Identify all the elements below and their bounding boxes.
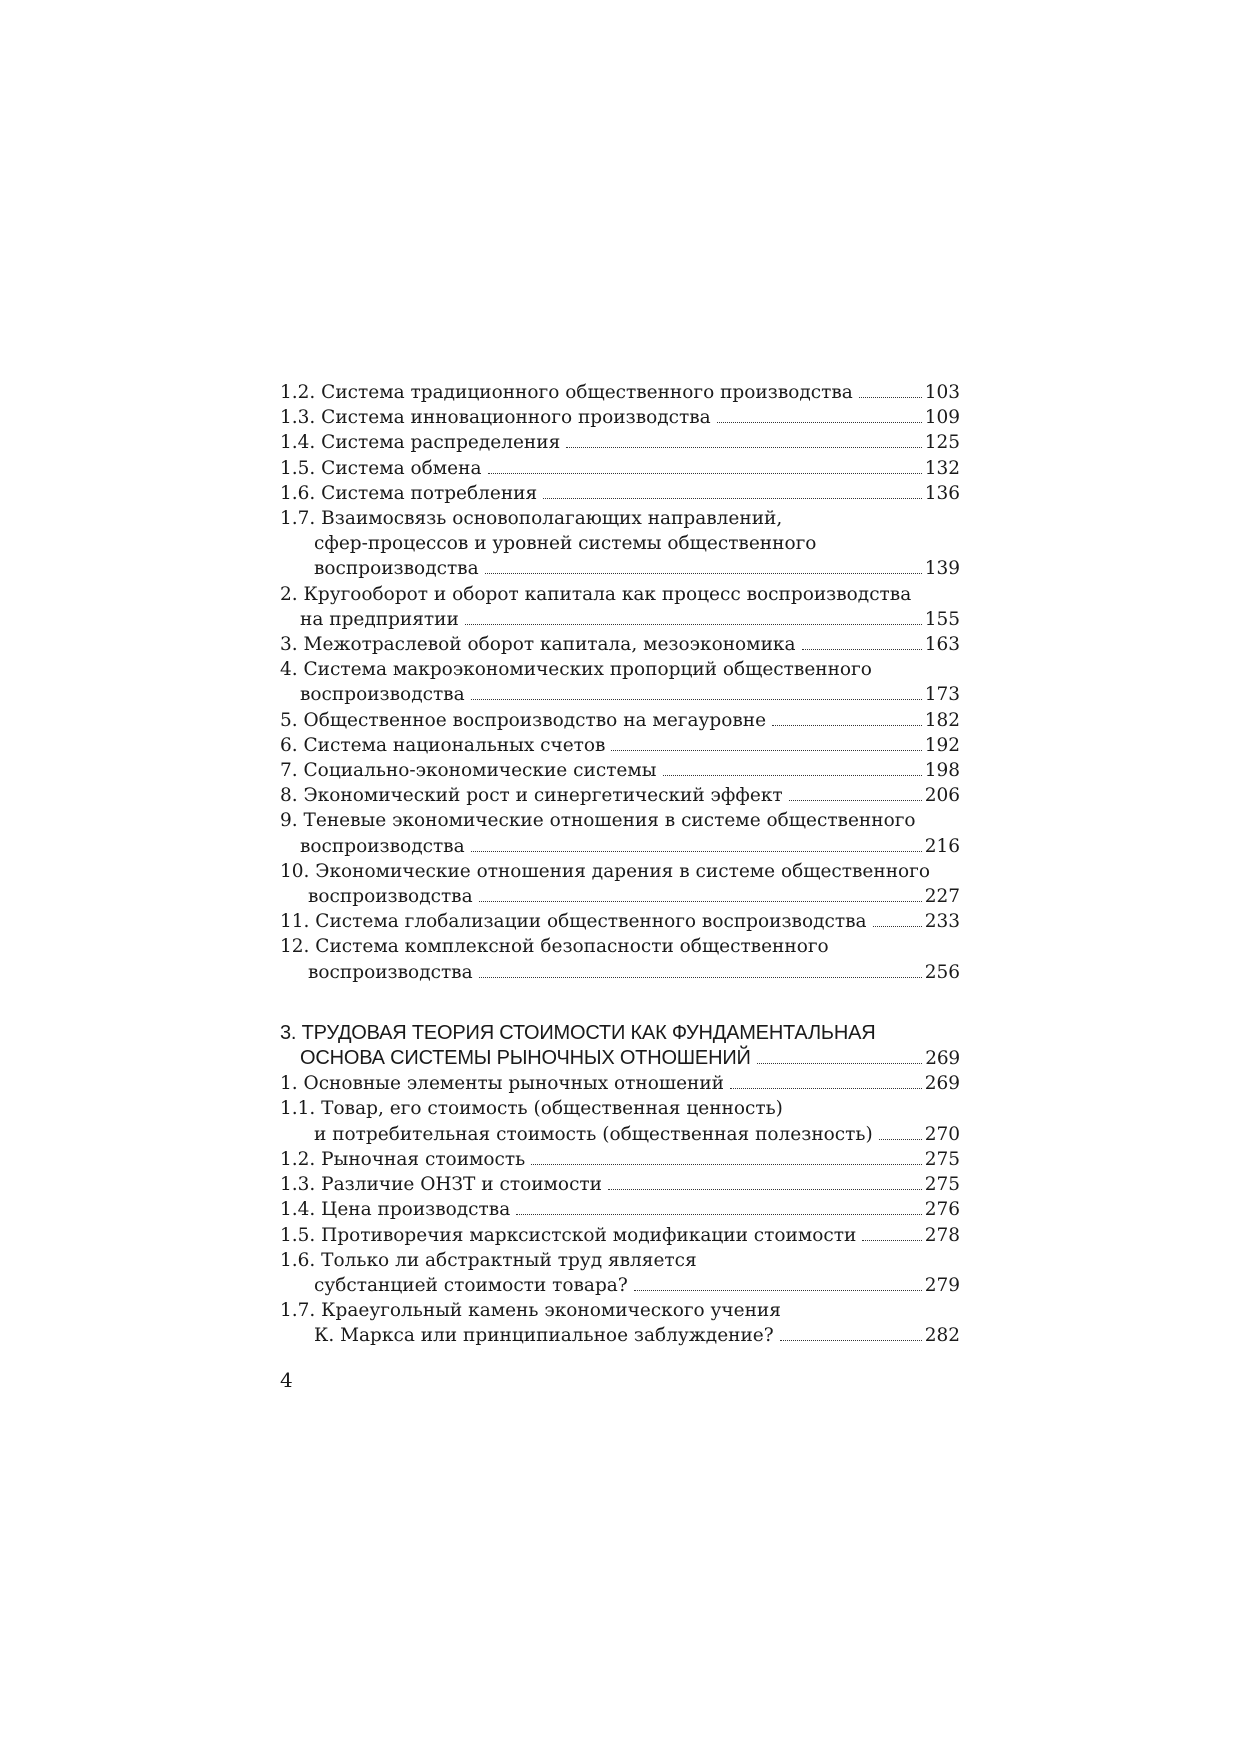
dot-leader <box>531 1164 921 1165</box>
toc-entry-title: 1. Основные элементы рыночных отношений <box>280 1073 725 1095</box>
toc-entry <box>280 430 960 455</box>
toc-entry <box>280 1021 960 1071</box>
toc-entry-title: сфер-процессов и уровней системы общественного <box>314 533 817 555</box>
toc-entry <box>280 934 960 984</box>
toc-entry <box>280 405 960 430</box>
toc-entry-title: 1.4. Цена производства <box>280 1199 511 1221</box>
toc-entry-line <box>280 1223 960 1248</box>
dot-leader <box>717 422 922 423</box>
toc-entry-line <box>280 405 960 430</box>
toc-entry-line <box>280 708 960 733</box>
toc-entry-line <box>280 1122 960 1147</box>
toc-entry-title: ОСНОВА СИСТЕМЫ РЫНОЧНЫХ ОТНОШЕНИЙ <box>300 1047 751 1070</box>
toc-entry-page: 155 <box>924 608 960 630</box>
toc-section-a <box>280 380 960 985</box>
dot-leader <box>479 977 922 978</box>
toc-entry <box>280 1223 960 1248</box>
dot-leader <box>543 498 922 499</box>
dot-leader <box>485 573 922 574</box>
dot-leader <box>757 1063 923 1064</box>
dot-leader <box>471 851 922 852</box>
toc-entry-title: 12. Система комплексной безопасности общественного <box>280 936 829 958</box>
toc-entry-title: 1.2. Рыночная стоимость <box>280 1148 526 1170</box>
dot-leader <box>488 473 922 474</box>
toc-entry-line <box>280 884 960 909</box>
toc-entry-line <box>280 808 960 833</box>
toc-entry-title: К. Маркса или принципиальное заблуждение? <box>314 1325 774 1347</box>
toc-entry-line <box>280 1248 960 1273</box>
toc-entry <box>280 708 960 733</box>
toc-entry-page: 256 <box>924 961 960 983</box>
toc-entry <box>280 733 960 758</box>
toc-entry-title: 2. Кругооборот и оборот капитала как процесс воспроизводства <box>280 583 912 605</box>
toc-entry-title: 5. Общественное воспроизводство на мегауровне <box>280 709 767 731</box>
toc-entry-line <box>280 834 960 859</box>
toc-entry-line <box>280 682 960 707</box>
toc-entry <box>280 783 960 808</box>
toc-entry-title: 10. Экономические отношения дарения в системе общественного <box>280 860 930 882</box>
toc-entry-page: 216 <box>924 835 960 857</box>
toc-entry <box>280 1248 960 1298</box>
toc-entry-title: 1.6. Только ли абстрактный труд является <box>280 1249 697 1271</box>
toc-entry-page: 198 <box>924 760 960 782</box>
toc-entry <box>280 657 960 707</box>
toc-entry <box>280 758 960 783</box>
toc-entry-page: 125 <box>924 432 960 454</box>
toc-entry-page: 206 <box>924 785 960 807</box>
toc-entry <box>280 481 960 506</box>
toc-entry-line <box>280 1298 960 1323</box>
toc-entry-title: 1.5. Система обмена <box>280 457 482 479</box>
toc-entry <box>280 506 960 582</box>
dot-leader <box>465 624 922 625</box>
toc-entry-line <box>280 430 960 455</box>
toc-section-b <box>280 1071 960 1348</box>
dot-leader <box>862 1240 921 1241</box>
toc-entry <box>280 632 960 657</box>
toc-entry-line <box>280 1273 960 1298</box>
dot-leader <box>479 901 922 902</box>
toc-entry-line <box>280 380 960 405</box>
toc-entry-line <box>280 556 960 581</box>
toc-entry <box>280 1147 960 1172</box>
toc-entry-page: 279 <box>924 1274 960 1296</box>
toc-entry-page: 276 <box>924 1199 960 1221</box>
toc-entry-page: 269 <box>925 1048 960 1070</box>
toc-entry-title: 1.3. Различие ОНЗТ и стоимости <box>280 1174 602 1196</box>
toc-entry <box>280 456 960 481</box>
toc-entry-page: 270 <box>924 1123 960 1145</box>
dot-leader <box>859 397 922 398</box>
toc-entry-page: 139 <box>924 558 960 580</box>
toc-entry-line <box>280 783 960 808</box>
page-number: 4 <box>280 1368 293 1392</box>
toc-entry-title: субстанцией стоимости товара? <box>314 1274 628 1296</box>
toc-entry-line <box>280 657 960 682</box>
table-of-contents <box>280 380 960 1349</box>
toc-entry-line <box>280 607 960 632</box>
toc-entry <box>280 1096 960 1146</box>
toc-entry-line <box>280 733 960 758</box>
toc-entry-line <box>280 934 960 959</box>
toc-entry-title: 8. Экономический рост и синергетический эффект <box>280 785 783 807</box>
toc-entry-title: 1.4. Система распределения <box>280 432 561 454</box>
toc-entry-title: 1.2. Система традиционного общественного производства <box>280 382 853 403</box>
dot-leader <box>634 1290 922 1291</box>
dot-leader <box>730 1088 922 1089</box>
toc-entry-page: 173 <box>924 684 960 706</box>
toc-entry-page: 275 <box>924 1174 960 1196</box>
section-gap <box>280 985 960 1021</box>
toc-entry-title: воспроизводства <box>314 558 479 580</box>
toc-entry-page: 163 <box>924 634 960 656</box>
toc-entry-title: 1.7. Взаимосвязь основополагающих направлений, <box>280 508 783 530</box>
toc-entry-page: 233 <box>924 911 960 933</box>
dot-leader <box>772 725 922 726</box>
toc-entry-title: 1.6. Система потребления <box>280 482 538 504</box>
toc-entry-title: воспроизводства <box>300 835 465 857</box>
toc-entry <box>280 582 960 632</box>
toc-entry-title: 1.1. Товар, его стоимость (общественная ценность) <box>280 1098 783 1120</box>
toc-entry-title: 7. Социально-экономические системы <box>280 760 657 782</box>
toc-entry-title: на предприятии <box>300 608 459 630</box>
toc-entry-page: 282 <box>924 1325 960 1347</box>
toc-entry-line <box>280 1046 960 1071</box>
toc-entry-title: 1.5. Противоречия марксистской модификации стоимости <box>280 1224 857 1246</box>
dot-leader <box>516 1214 921 1215</box>
dot-leader <box>873 926 922 927</box>
dot-leader <box>663 775 922 776</box>
toc-entry-line <box>280 909 960 934</box>
toc-entry-page: 109 <box>924 407 960 429</box>
toc-entry-line <box>280 456 960 481</box>
toc-entry-page: 192 <box>924 734 960 756</box>
toc-entry-title: 1.7. Краеугольный камень экономического учения <box>280 1300 781 1322</box>
dot-leader <box>471 699 922 700</box>
toc-entry-title: 6. Система национальных счетов <box>280 734 606 756</box>
toc-entry <box>280 1197 960 1222</box>
toc-entry-line <box>280 1172 960 1197</box>
dot-leader <box>879 1139 922 1140</box>
toc-entry-line <box>280 1323 960 1348</box>
toc-entry <box>280 808 960 858</box>
toc-entry-title: воспроизводства <box>300 684 465 706</box>
toc-entry-line <box>280 506 960 531</box>
toc-entry-line <box>280 1147 960 1172</box>
toc-entry-line <box>280 1197 960 1222</box>
toc-entry-page: 103 <box>924 382 960 403</box>
toc-entry-title: 3. Межотраслевой оборот капитала, мезоэкономика <box>280 634 796 656</box>
toc-entry-title: 3. ТРУДОВАЯ ТЕОРИЯ СТОИМОСТИ КАК ФУНДАМЕНТАЛЬНАЯ <box>280 1021 876 1044</box>
toc-entry-line <box>280 758 960 783</box>
toc-entry <box>280 1071 960 1096</box>
toc-entry <box>280 1298 960 1348</box>
toc-entry-line <box>280 531 960 556</box>
toc-entry-title: 1.3. Система инновационного производства <box>280 407 711 429</box>
dot-leader <box>566 447 921 448</box>
toc-entry-page: 275 <box>924 1148 960 1170</box>
toc-entry-page: 136 <box>924 482 960 504</box>
dot-leader <box>802 649 922 650</box>
toc-entry <box>280 909 960 934</box>
toc-entry-line <box>280 859 960 884</box>
toc-chapter-heading <box>280 1021 960 1071</box>
toc-entry-title: 11. Система глобализации общественного воспроизводства <box>280 911 867 933</box>
toc-entry <box>280 380 960 405</box>
toc-entry-title: 4. Система макроэкономических пропорций общественного <box>280 659 872 681</box>
toc-entry-line <box>280 1071 960 1096</box>
dot-leader <box>789 800 922 801</box>
toc-entry-page: 132 <box>924 457 960 479</box>
dot-leader <box>608 1189 922 1190</box>
toc-entry-page: 278 <box>924 1224 960 1246</box>
toc-entry-page: 227 <box>924 886 960 908</box>
dot-leader <box>611 750 921 751</box>
toc-entry-line <box>280 960 960 985</box>
toc-entry-line <box>280 1021 960 1046</box>
toc-entry-line <box>280 1096 960 1121</box>
toc-entry-title: воспроизводства <box>308 961 473 983</box>
toc-entry-line <box>280 481 960 506</box>
toc-entry-line <box>280 582 960 607</box>
toc-entry-page: 182 <box>924 709 960 731</box>
toc-entry <box>280 859 960 909</box>
dot-leader <box>780 1340 922 1341</box>
toc-entry-title: 9. Теневые экономические отношения в системе общественного <box>280 810 916 832</box>
toc-entry-title: воспроизводства <box>308 886 473 908</box>
toc-entry <box>280 1172 960 1197</box>
toc-entry-page: 269 <box>924 1073 960 1095</box>
toc-entry-title: и потребительная стоимость (общественная полезность) <box>314 1123 873 1145</box>
toc-entry-line <box>280 632 960 657</box>
